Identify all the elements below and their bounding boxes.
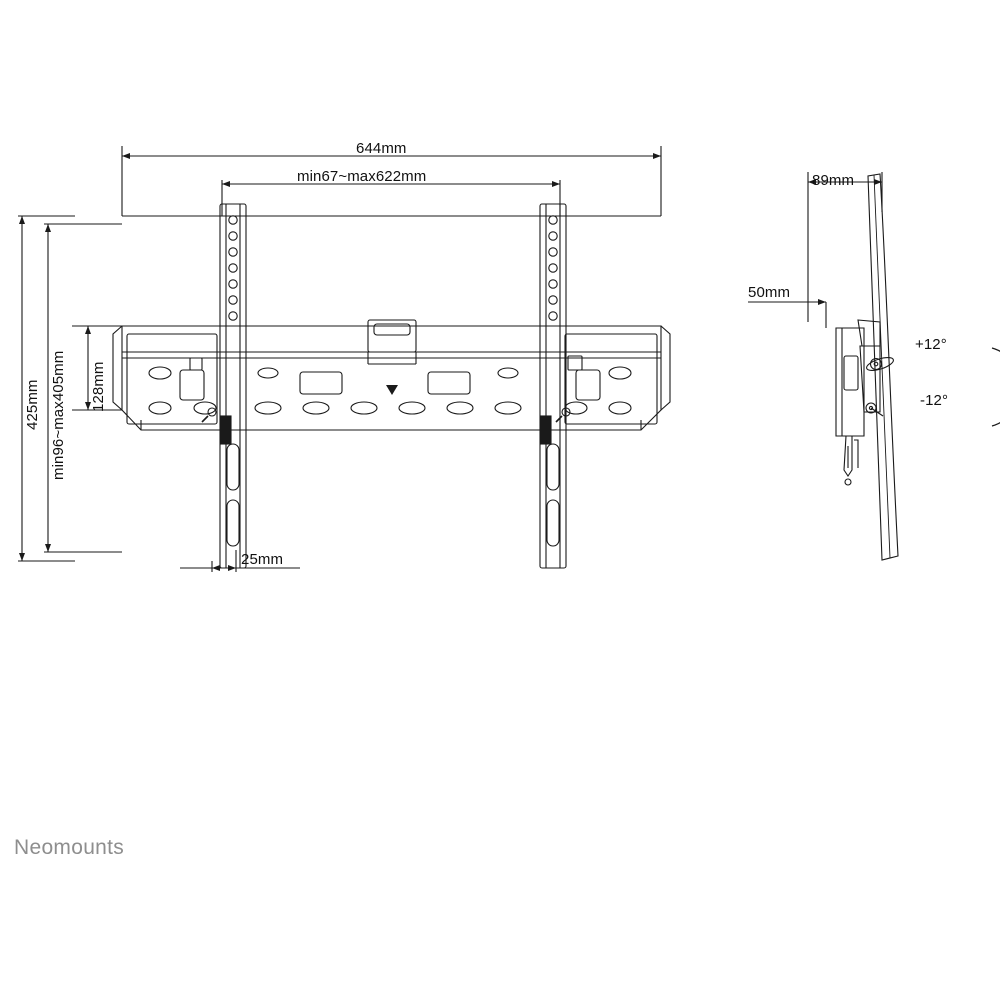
dim-front-bracket-height: 128mm bbox=[90, 361, 107, 412]
dim-side-wallplate-height: 50mm bbox=[748, 284, 791, 301]
dim-side-depth: 89mm bbox=[812, 172, 855, 189]
front-view-drawing bbox=[0, 120, 700, 760]
tilt-angle-indicator bbox=[940, 330, 1000, 450]
tilt-down-label: -12° bbox=[920, 392, 949, 409]
dim-front-width-total: 644mm bbox=[356, 140, 407, 157]
brand-wordmark: Neomounts bbox=[14, 836, 125, 859]
dim-front-bottom-offset: 25mm bbox=[241, 551, 284, 568]
dim-front-height-total: 425mm bbox=[24, 379, 41, 430]
tilt-up-label: +12° bbox=[915, 336, 947, 353]
dim-front-height-range: min96~max405mm bbox=[50, 350, 67, 480]
dim-front-width-range: min67~max622mm bbox=[297, 168, 427, 185]
